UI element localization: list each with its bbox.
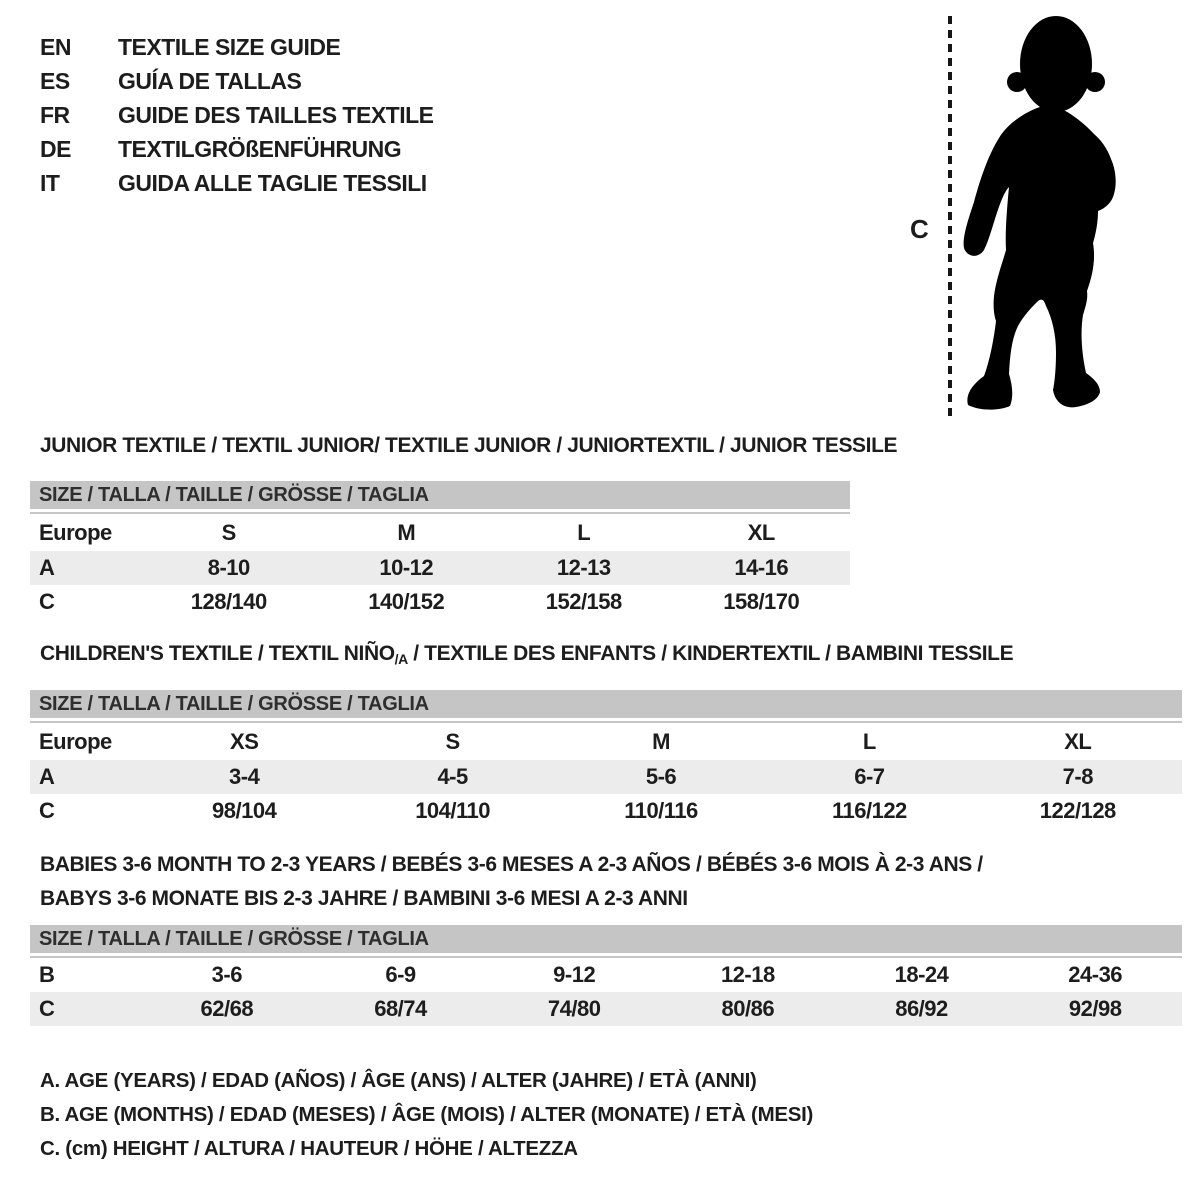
language-label: TEXTILGRÖßENFÜHRUNG	[118, 135, 402, 162]
table-cell: 152/158	[545, 589, 622, 614]
table-cell: 7-8	[1062, 764, 1093, 789]
table-row	[30, 760, 1182, 794]
language-guide	[40, 30, 434, 200]
table-cell: 9-12	[553, 962, 596, 987]
table-cell: 14-16	[734, 555, 789, 580]
language-code: IT	[40, 169, 60, 196]
size-header-bar: SIZE / TALLA / TAILLE / GRÖSSE / TAGLIA	[30, 690, 1182, 718]
children-size-table	[30, 690, 1182, 828]
table-cell: XL	[747, 519, 775, 545]
table-cell: 98/104	[212, 798, 277, 823]
table-row	[30, 992, 1182, 1026]
table-cell: S	[445, 728, 460, 754]
language-item	[40, 166, 434, 200]
table-cell: 116/122	[831, 798, 907, 823]
row-label: A	[39, 764, 55, 789]
table-cell: 4-5	[437, 764, 468, 789]
babies-size-table	[30, 925, 1182, 1026]
table-row	[30, 585, 850, 619]
baby-ear-left-shape	[1007, 72, 1027, 92]
table-cell: 10-12	[379, 555, 434, 580]
table-cell: S	[221, 519, 236, 545]
language-label: TEXTILE SIZE GUIDE	[118, 33, 341, 60]
table-cell: 62/68	[200, 996, 254, 1021]
table-cell: 8-10	[207, 555, 250, 580]
language-label: GUÍA DE TALLAS	[118, 67, 302, 94]
row-label: B	[39, 962, 55, 987]
table-cell: M	[652, 728, 670, 754]
baby-head-shape	[1020, 16, 1092, 112]
babies-title-line1: BABIES 3-6 MONTH TO 2-3 YEARS / BEBÉS 3-6 MESES A 2-3 AÑOS / BÉBÉS 3-6 MOIS À 2-3 ANS /	[40, 853, 983, 876]
table-cell: 68/74	[374, 996, 427, 1021]
language-code: FR	[40, 101, 70, 128]
table-cell: 6-9	[385, 962, 416, 987]
table-cell: 86/92	[895, 996, 948, 1021]
row-label: C	[39, 798, 55, 823]
table-cell: 5-6	[645, 764, 677, 789]
junior-section-title: JUNIOR TEXTILE / TEXTIL JUNIOR/ TEXTILE JUNIOR / JUNIORTEXTIL / JUNIOR TESSILE	[40, 434, 898, 457]
height-dashed-line	[948, 16, 952, 416]
table-cell: 12-13	[556, 555, 611, 580]
table-cell: 158/170	[723, 589, 800, 614]
language-code: DE	[40, 135, 71, 162]
table-cell: 3-4	[229, 764, 260, 789]
language-code: ES	[40, 67, 70, 94]
table-cell: 18-24	[894, 962, 949, 987]
junior-size-table	[30, 481, 850, 619]
table-cell: 140/152	[368, 589, 445, 614]
table-cell: L	[862, 728, 876, 754]
language-item	[40, 98, 434, 132]
table-cell: 122/128	[1039, 798, 1116, 823]
table-cell: XS	[230, 728, 259, 754]
table-cell: 80/86	[721, 996, 775, 1021]
language-item	[40, 30, 434, 64]
baby-silhouette	[955, 12, 1145, 412]
table-row	[30, 794, 1182, 828]
legend-line-c: C. (cm) HEIGHT / ALTURA / HAUTEUR / HÖHE / ALTEZZA	[40, 1137, 578, 1160]
children-title-pre: CHILDREN'S TEXTILE / TEXTIL NIÑO	[40, 642, 395, 665]
table-cell: 110/116	[624, 798, 698, 823]
table-cell: 74/80	[547, 996, 601, 1021]
row-label: C	[39, 996, 55, 1021]
table-cell: XL	[1064, 728, 1092, 754]
measure-legend	[40, 1064, 813, 1166]
language-label: GUIDA ALLE TAGLIE TESSILI	[118, 169, 427, 196]
table-cell: 104/110	[415, 798, 490, 823]
baby-ear-right-shape	[1085, 72, 1105, 92]
children-title-sub: /A	[394, 651, 408, 667]
table-row	[30, 723, 1182, 760]
table-cell: 24-36	[1068, 962, 1123, 987]
table-cell: 92/98	[1068, 996, 1122, 1021]
language-item	[40, 64, 434, 98]
language-item	[40, 132, 434, 166]
table-cell: 12-18	[720, 962, 775, 987]
legend-line-b: B. AGE (MONTHS) / EDAD (MESES) / ÂGE (MOIS) / ALTER (MONATE) / ETÀ (MESI)	[40, 1103, 814, 1126]
table-cell: 3-6	[211, 962, 242, 987]
size-header-bar: SIZE / TALLA / TAILLE / GRÖSSE / TAGLIA	[30, 481, 850, 509]
table-row	[30, 958, 1182, 992]
baby-body-shape	[964, 106, 1116, 409]
table-cell: L	[577, 519, 591, 545]
babies-title-line2: BABYS 3-6 MONATE BIS 2-3 JAHRE / BAMBINI 3-6 MESI A 2-3 ANNI	[40, 887, 688, 910]
babies-section-title	[40, 848, 983, 916]
height-measure-label: C	[910, 214, 929, 244]
table-cell: 6-7	[854, 764, 885, 789]
legend-line-a: A. AGE (YEARS) / EDAD (AÑOS) / ÂGE (ANS) / ALTER (JAHRE) / ETÀ (ANNI)	[40, 1069, 757, 1092]
children-title-post: / TEXTILE DES ENFANTS / KINDERTEXTIL / BAMBINI TESSILE	[407, 642, 1014, 665]
row-label: Europe	[39, 519, 112, 545]
size-header-bar: SIZE / TALLA / TAILLE / GRÖSSE / TAGLIA	[30, 925, 1182, 953]
table-row	[30, 551, 850, 585]
table-cell: M	[397, 519, 416, 545]
row-label: A	[39, 555, 55, 580]
table-row	[30, 514, 850, 551]
row-label: C	[39, 589, 55, 614]
row-label: Europe	[39, 728, 112, 754]
language-code: EN	[40, 33, 71, 60]
table-cell: 128/140	[190, 589, 267, 614]
children-section-title	[40, 642, 1013, 667]
language-label: GUIDE DES TAILLES TEXTILE	[118, 101, 434, 128]
